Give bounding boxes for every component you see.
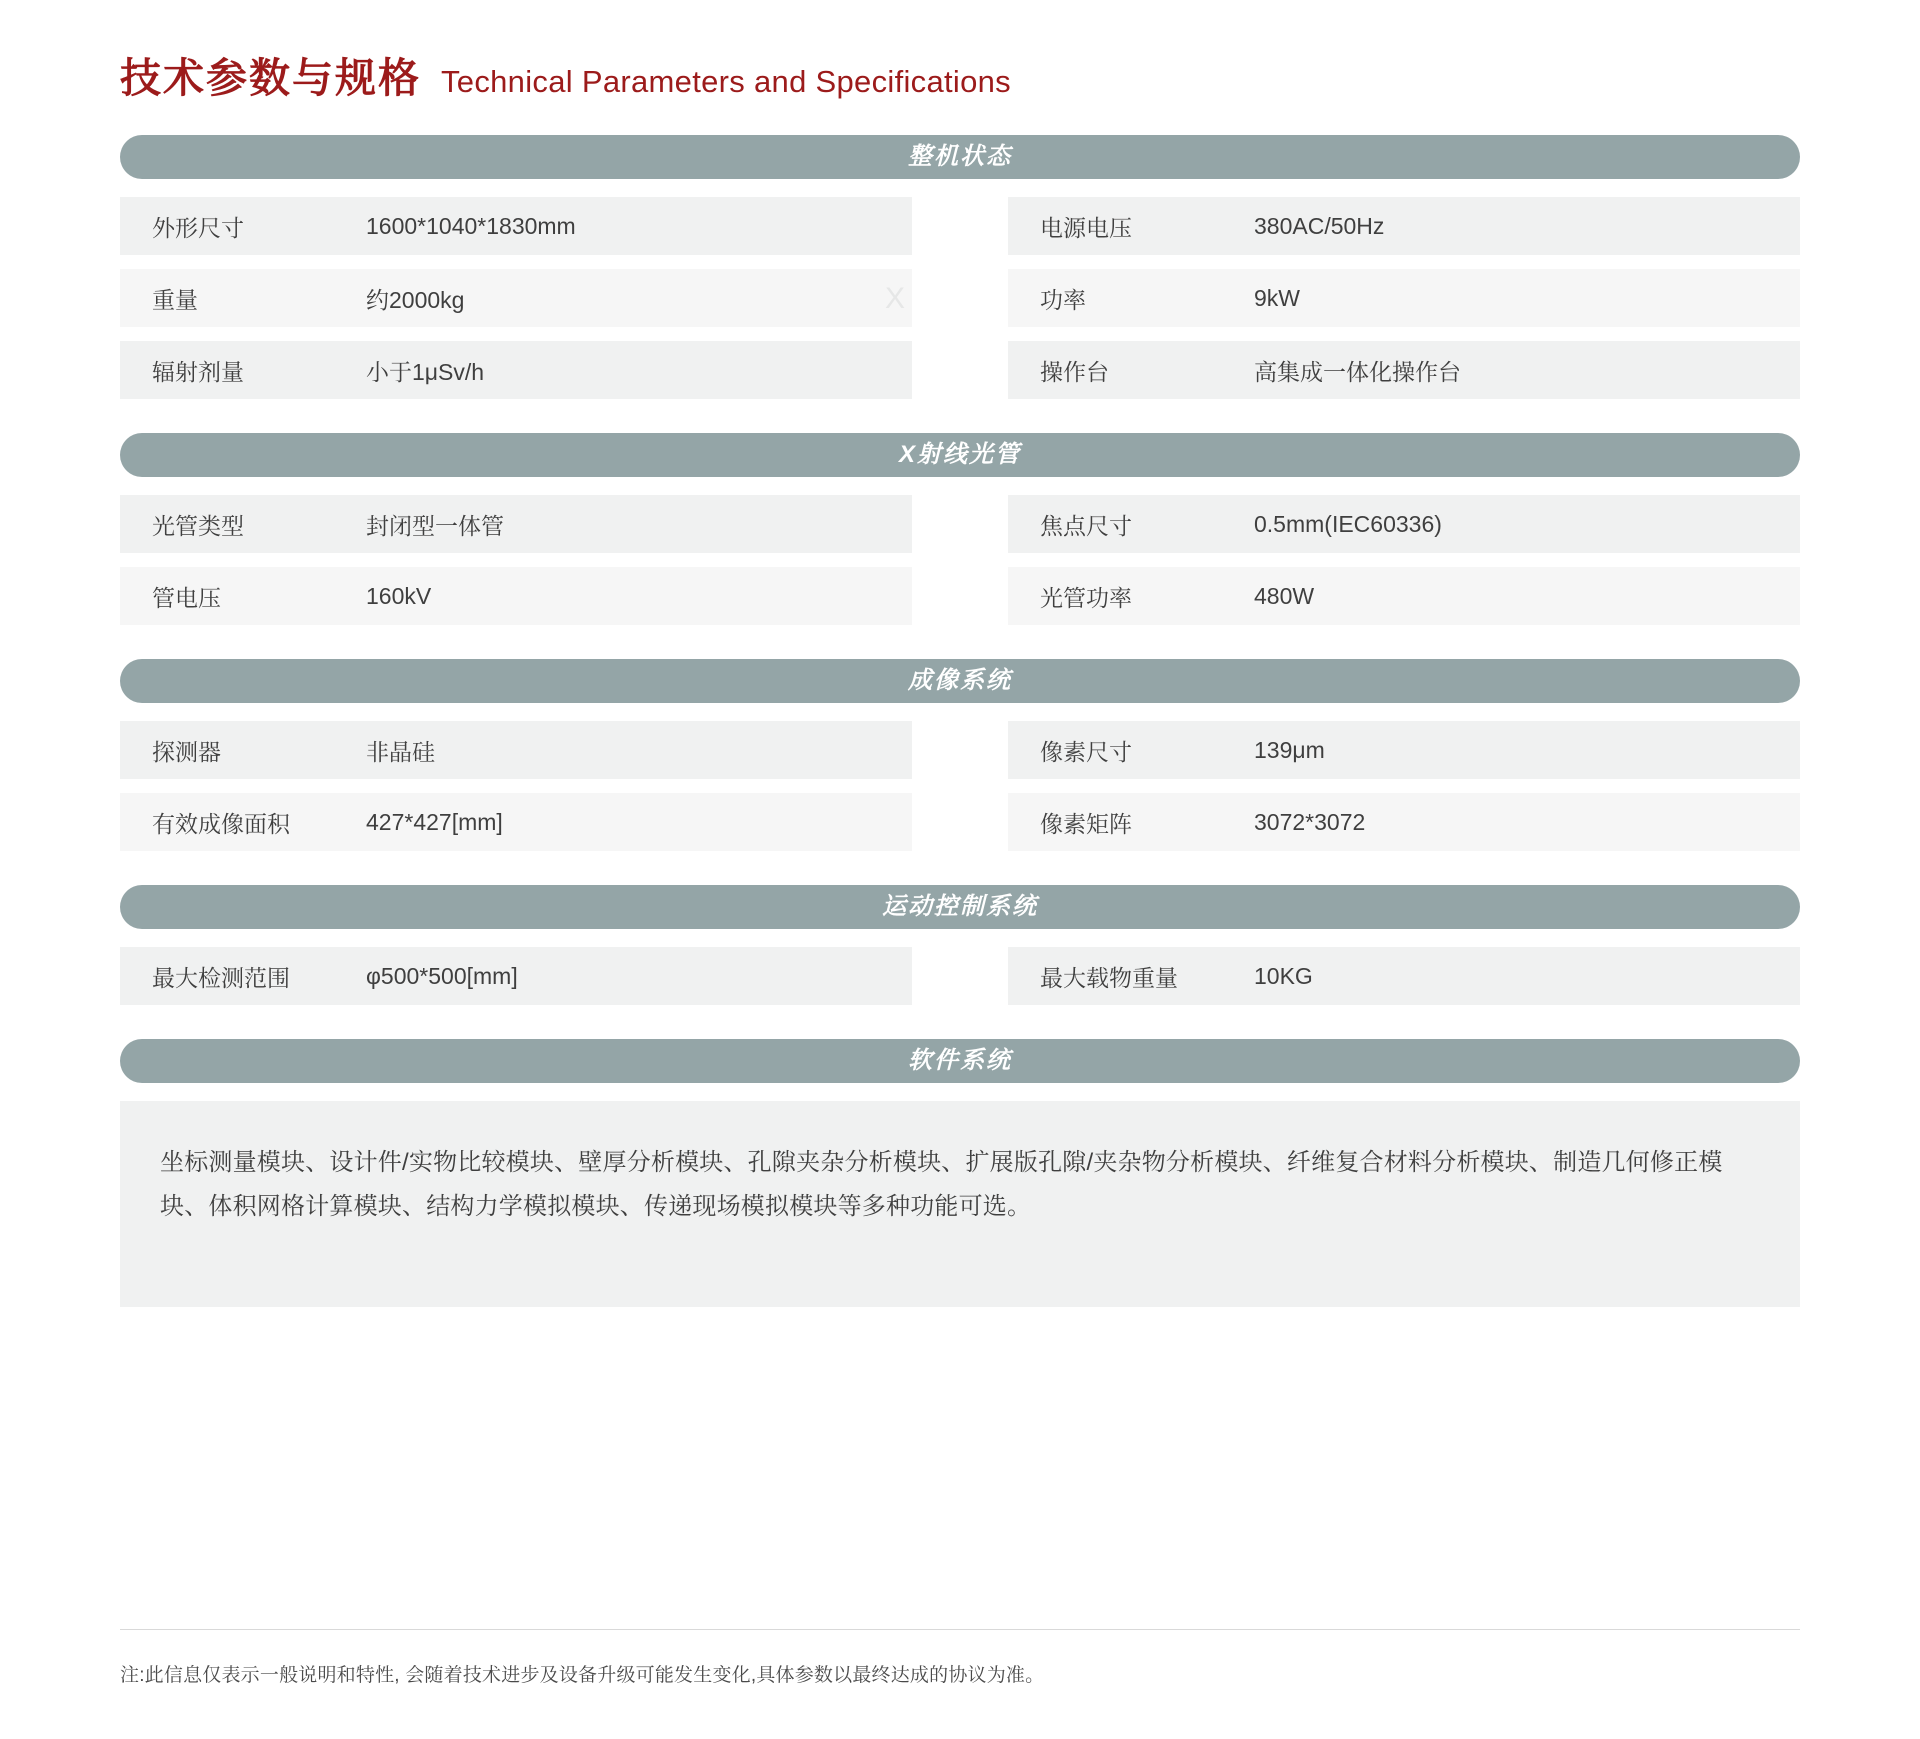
table-row [120, 721, 1800, 779]
spec-cell [1008, 947, 1800, 1005]
spec-key: 最大载物重量 [1040, 964, 1178, 991]
spec-key: 重量 [152, 286, 198, 313]
spec-cell [1008, 793, 1800, 851]
spec-value: 高集成一体化操作台 [1254, 358, 1461, 385]
spec-key: 像素矩阵 [1040, 810, 1132, 837]
spec-value: 380AC/50Hz [1254, 212, 1385, 239]
spec-value: 约2000kg [366, 286, 465, 313]
spec-key: 探测器 [152, 738, 221, 765]
footer [120, 1629, 1800, 1687]
spec-value: 1600*1040*1830mm [366, 212, 576, 239]
spec-key: 像素尺寸 [1040, 738, 1132, 765]
spec-cell [1008, 721, 1800, 779]
spec-value: 427*427[mm] [366, 808, 503, 835]
spec-cell [120, 793, 912, 851]
spec-key: 辐射剂量 [152, 358, 244, 385]
section-header: 整机状态 [120, 135, 1800, 179]
spec-key: 焦点尺寸 [1040, 512, 1132, 539]
table-row [120, 269, 1800, 327]
section-header: 软件系统 [120, 1039, 1800, 1083]
spec-key: 有效成像面积 [152, 810, 290, 837]
spec-cell [1008, 269, 1800, 327]
page-title [0, 0, 1920, 99]
spec-key: 外形尺寸 [152, 214, 244, 241]
section-software-system [120, 1039, 1800, 1307]
spec-cell [120, 341, 912, 399]
spec-key: 操作台 [1040, 358, 1109, 385]
spec-value: 3072*3072 [1254, 808, 1366, 835]
spec-cell [1008, 567, 1800, 625]
footer-note: 注:此信息仅表示一般说明和特性, 会随着技术进步及设备升级可能发生变化,具体参数以最终达成的协议为准。 [120, 1665, 1045, 1686]
section-rows [120, 721, 1800, 851]
spec-value: 封闭型一体管 [366, 512, 504, 539]
spec-cell [120, 269, 912, 327]
table-row [120, 495, 1800, 553]
table-row [120, 947, 1800, 1005]
spec-key: 最大检测范围 [152, 964, 290, 991]
spec-cell [120, 495, 912, 553]
spec-value: φ500*500[mm] [366, 962, 518, 989]
spec-cell [120, 947, 912, 1005]
spec-value: 10KG [1254, 962, 1313, 989]
spec-cell [1008, 495, 1800, 553]
spec-key: 管电压 [152, 584, 221, 611]
spec-sections [0, 135, 1920, 1307]
spec-value: 0.5mm(IEC60336) [1254, 510, 1442, 537]
section-rows [120, 197, 1800, 399]
spec-cell [120, 197, 912, 255]
spec-value: 小于1μSv/h [366, 358, 485, 385]
section-header: X射线光管 [120, 433, 1800, 477]
page-title-en: Technical Parameters and Specifications [441, 64, 1011, 99]
table-row [120, 793, 1800, 851]
spec-cell [1008, 197, 1800, 255]
section-imaging-system [120, 659, 1800, 851]
spec-value: 9kW [1254, 284, 1300, 311]
section-header: 运动控制系统 [120, 885, 1800, 929]
spec-key: 光管功率 [1040, 584, 1132, 611]
section-header: 成像系统 [120, 659, 1800, 703]
spec-key: 电源电压 [1040, 214, 1132, 241]
table-row [120, 567, 1800, 625]
faint-watermark: X [885, 282, 906, 315]
section-rows [120, 495, 1800, 625]
spec-cell [120, 567, 912, 625]
spec-key: 功率 [1040, 286, 1086, 313]
section-motion-control [120, 885, 1800, 1005]
table-row [120, 341, 1800, 399]
spec-cell [1008, 341, 1800, 399]
section-xray-tube [120, 433, 1800, 625]
page-title-cn: 技术参数与规格 [120, 55, 421, 101]
footer-divider [120, 1629, 1800, 1630]
section-machine-status [120, 135, 1800, 399]
spec-cell [120, 721, 912, 779]
spec-value: 非晶硅 [366, 738, 435, 765]
spec-value: 139μm [1254, 736, 1325, 763]
spec-value: 160kV [366, 582, 432, 609]
table-row [120, 197, 1800, 255]
section-rows [120, 947, 1800, 1005]
software-description: 坐标测量模块、设计件/实物比较模块、壁厚分析模块、孔隙夹杂分析模块、扩展版孔隙/夹杂物分析模块、纤维复合材料分析模块、制造几何修正模块、体积网格计算模块、结构力学模拟模块、传递现场模拟模块等多种功能可选。 [160, 1149, 1723, 1221]
spec-key: 光管类型 [152, 512, 244, 539]
spec-value: 480W [1254, 582, 1315, 609]
software-description-box [120, 1101, 1800, 1307]
